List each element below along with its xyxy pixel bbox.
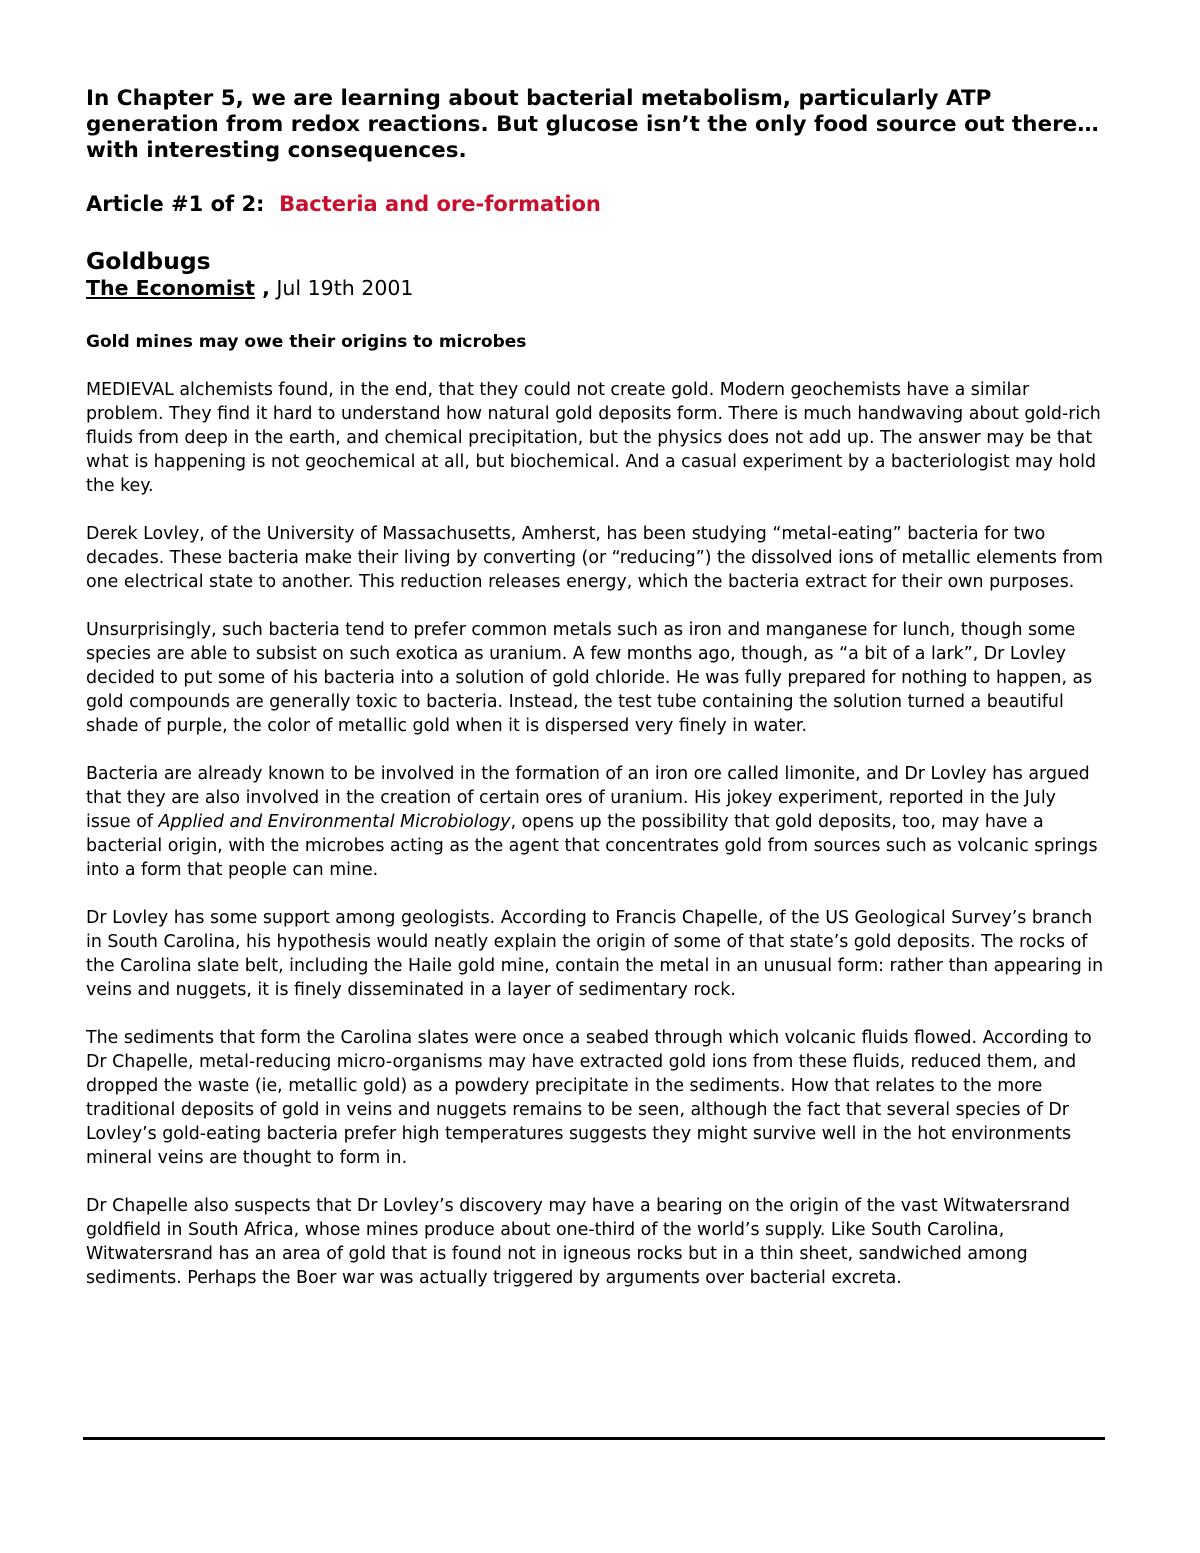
body-paragraph-5: Dr Lovley has some support among geologists. According to Francis Chapelle, of the US Geological Survey’s branch in South Carolina, his hypothesis would neatly explain the origin of some of that state’s gold deposits. The rocks of the Carolina slate belt, including the Haile gold mine, contain the metal in an unusual form: rather than appearing in veins and nuggets, it is finely disseminated in a layer of sedimentary rock. — [86, 908, 1104, 1000]
journal-title: Applied and Environmental Microbiology — [158, 812, 511, 832]
body-paragraph-2: Derek Lovley, of the University of Massachusetts, Amherst, has been studying “metal-eating” bacteria for two decades. These bacteria make their living by converting (or “reducing”) the dissolved ions of metallic elements from one electrical state to another. This reduction releases energy, which the bacteria extract for their own purposes. — [86, 524, 1103, 592]
body-paragraph-4-end: , opens up the possibility that gold deposits, too, may have a bacterial origin, with the microbes acting as the agent that concentrates gold from sources such as volcanic springs into a form that people can mine. — [86, 812, 1098, 880]
article-source-line — [86, 275, 1106, 301]
publication-link[interactable]: The Economist — [86, 276, 255, 300]
body-paragraph-1: MEDIEVAL alchemists found, in the end, that they could not create gold. Modern geochemists have a similar problem. They find it hard to understand how natural gold deposits form. There is much handwaving about gold-rich fluids from deep in the earth, and chemical precipitation, but the physics does not add up. The answer may be that what is happening is not geochemical at all, but biochemical. And a casual experiment by a bacteriologist may hold the key. — [86, 380, 1101, 496]
body-paragraph-4 — [86, 762, 1106, 882]
article-topic: Bacteria and ore-formation — [279, 192, 601, 216]
bottom-divider — [83, 1437, 1105, 1440]
intro-paragraph: In Chapter 5, we are learning about bacterial metabolism, particularly ATP generation from redox reactions. But glucose isn’t the only food source out there…with interesting consequences. — [86, 86, 1099, 163]
article-title: Goldbugs — [86, 247, 211, 275]
source-separator: , — [254, 276, 270, 300]
article-number-label: Article #1 of 2: — [86, 192, 265, 216]
article-subheading: Gold mines may owe their origins to microbes — [86, 332, 527, 352]
document-page — [86, 86, 1106, 1290]
article-label-line — [86, 191, 1106, 217]
body-paragraph-3: Unsurprisingly, such bacteria tend to prefer common metals such as iron and manganese for lunch, though some species are able to subsist on such exotica as uranium. A few months ago, though, as “a bit of a lark”, Dr Lovley decided to put some of his bacteria into a solution of gold chloride. He was fully prepared for nothing to happen, as gold compounds are generally toxic to bacteria. Instead, the test tube containing the solution turned a beautiful shade of purple, the color of metallic gold when it is dispersed very finely in water. — [86, 620, 1093, 736]
body-paragraph-6: The sediments that form the Carolina slates were once a seabed through which volcanic fluids flowed. According to Dr Chapelle, metal-reducing micro-organisms may have extracted gold ions from these fluids, reduced them, and dropped the waste (ie, metallic gold) as a powdery precipitate in the sediments. How that relates to the more traditional deposits of gold in veins and nuggets remains to be seen, although the fact that several species of Dr Lovley’s gold-eating bacteria prefer high temperatures suggests they might survive well in the hot environments mineral veins are thought to form in. — [86, 1028, 1092, 1168]
body-paragraph-7: Dr Chapelle also suspects that Dr Lovley’s discovery may have a bearing on the origin of the vast Witwatersrand goldfield in South Africa, whose mines produce about one-third of the world’s supply. Like South Carolina, Witwatersrand has an area of gold that is found not in igneous rocks but in a thin sheet, sandwiched among sediments. Perhaps the Boer war was actually triggered by arguments over bacterial excreta. — [86, 1196, 1071, 1288]
publication-date: Jul 19th 2001 — [269, 276, 414, 300]
body-paragraph-4-start: Bacteria are already known to be involved in the formation of an iron ore called limonite, and Dr Lovley has argued that they are also involved in the creation of certain ores of uranium. His jokey experiment, reported in the July issue of — [86, 764, 1090, 832]
